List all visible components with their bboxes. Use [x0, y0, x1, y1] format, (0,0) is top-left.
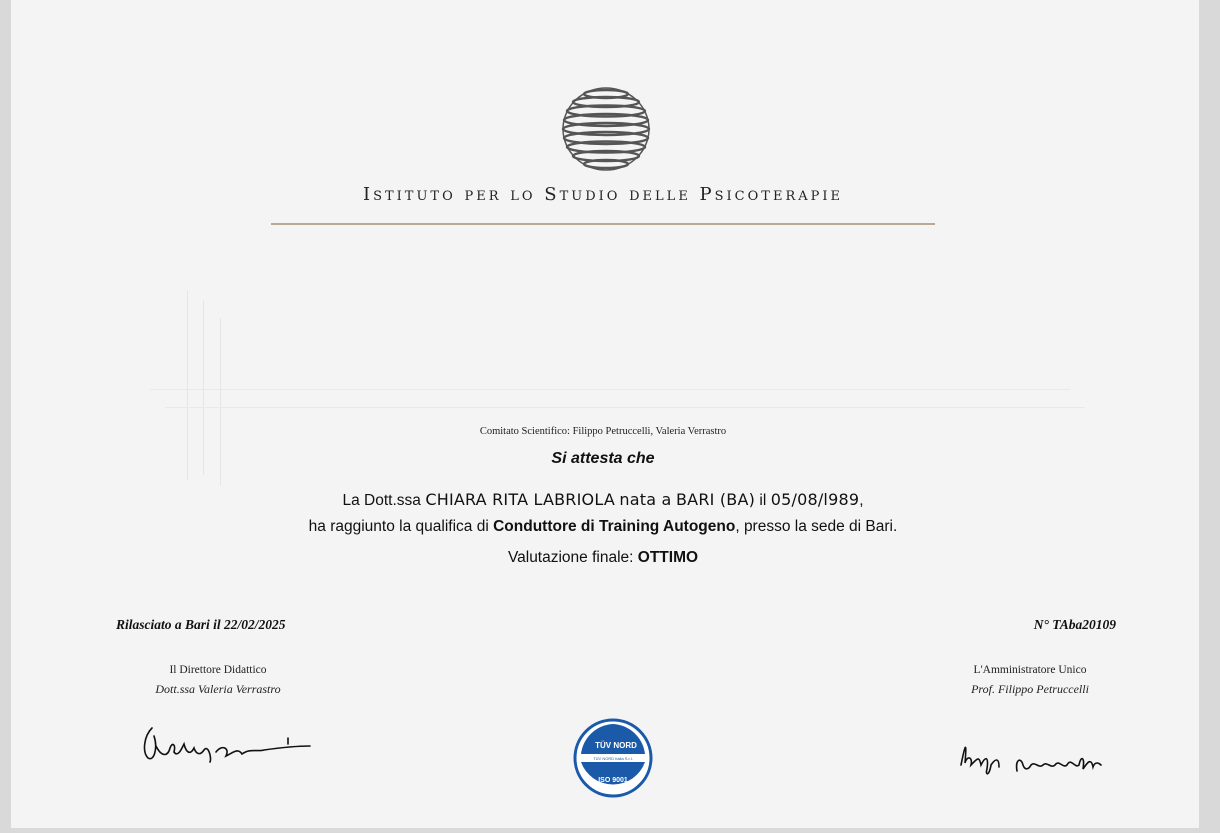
qualification-suffix: , presso la sede di Bari. [735, 518, 898, 535]
evaluation-value: OTTIMO [637, 549, 699, 566]
institute-globe-logo [560, 86, 652, 172]
born-text: nata a [619, 490, 672, 509]
il-label: il [759, 492, 767, 509]
right-signer-role: L'Amministratore Unico [973, 664, 1087, 676]
issue-place-date: Rilasciato a Bari il 22/02/2025 [116, 617, 286, 632]
right-signer-name: Prof. Filippo Petruccelli [971, 682, 1089, 696]
administrator-signature [955, 735, 1105, 780]
institute-name: Istituto per lo Studio delle Psicoterapie [362, 184, 843, 205]
left-signer-name: Dott.ssa Valeria Verrastro [155, 682, 281, 696]
line1-suffix: , [859, 492, 864, 509]
title-prefix: La Dott.ssa [342, 492, 421, 509]
qualification-prefix: ha raggiunto la qualifica di [308, 518, 489, 535]
director-signature [138, 718, 314, 768]
header-divider [271, 223, 935, 225]
recipient-name: CHIARA RITA LABRIOLA [425, 490, 615, 509]
birthplace: BARI (BA) [676, 490, 756, 509]
evaluation-line [150, 549, 1056, 567]
attestation-heading: Si attesta che [551, 450, 655, 467]
birthdate: 05/08/l989 [770, 490, 860, 509]
tuv-nord-iso-seal [572, 718, 654, 798]
qualification-line [150, 518, 1056, 536]
certificate-number: N° TAba20109 [1033, 617, 1116, 632]
left-signer-role: Il Direttore Didattico [169, 664, 267, 676]
svg-text:TÜV NORD: TÜV NORD [595, 741, 637, 750]
scientific-committee: Comitato Scientifico: Filippo Petruccelli, Valeria Verrastro [479, 426, 727, 437]
recipient-line [150, 490, 1056, 510]
qualification: Conduttore di Training Autogeno [493, 518, 736, 535]
evaluation-label: Valutazione finale: [507, 549, 634, 566]
svg-text:TÜV NORD Italia S.r.l.: TÜV NORD Italia S.r.l. [593, 756, 633, 761]
svg-text:ISO 9001: ISO 9001 [598, 777, 628, 784]
